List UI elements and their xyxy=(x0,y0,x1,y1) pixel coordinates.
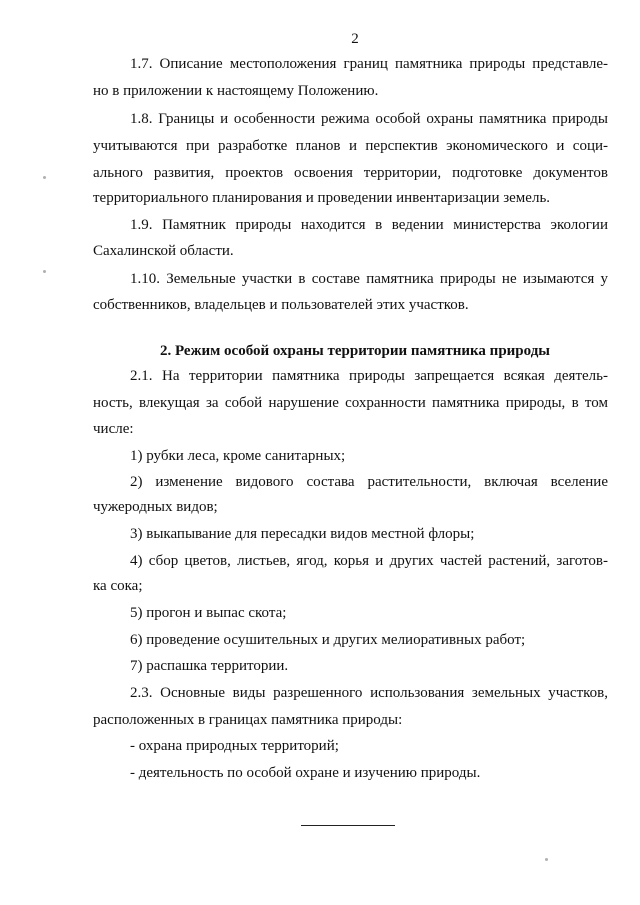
scan-speck xyxy=(43,176,46,179)
section-heading: 2. Режим особой охраны территории памятника природы xyxy=(159,343,551,359)
list-item-7: 7) распашка территории. xyxy=(130,658,289,674)
paragraph-1-9-line-1: 1.9. Памятник природы находится в ведении министерства экологии xyxy=(130,217,608,233)
paragraph-2-1-line-3: числе: xyxy=(93,421,134,437)
list-item-6: 6) проведение осушительных и других мелиоративных работ; xyxy=(130,632,526,648)
paragraph-2-1-line-1: 2.1. На территории памятника природы запрещается всякая деятель- xyxy=(130,368,608,384)
paragraph-2-3-line-2: расположенных в границах памятника природы: xyxy=(93,712,403,728)
paragraph-2-1-line-2: ность, влекущая за собой нарушение сохранности памятника природы, в том xyxy=(93,395,608,411)
paragraph-1-10-line-1: 1.10. Земельные участки в составе памятника природы не изымаются у xyxy=(130,271,608,287)
paragraph-1-10-line-2: собственников, владельцев и пользователей этих участков. xyxy=(93,297,469,313)
page-number: 2 xyxy=(351,31,359,47)
list-item-4-line-2: ка сока; xyxy=(93,578,143,594)
use-item-2: - деятельность по особой охране и изучению природы. xyxy=(130,765,481,781)
list-item-5: 5) прогон и выпас скота; xyxy=(130,605,287,621)
paragraph-1-8-line-2: учитываются при разработке планов и перспектив экономического и соци- xyxy=(93,138,608,154)
paragraph-1-7-line-2: но в приложении к настоящему Положению. xyxy=(93,83,379,99)
scan-speck xyxy=(545,858,548,861)
paragraph-1-8-line-3: ального развития, проектов освоения территории, подготовке документов xyxy=(93,165,608,181)
list-item-1: 1) рубки леса, кроме санитарных; xyxy=(130,448,346,464)
paragraph-1-7-line-1: 1.7. Описание местоположения границ памятника природы представле- xyxy=(130,56,608,72)
paragraph-1-8-line-1: 1.8. Границы и особенности режима особой охраны памятника природы xyxy=(130,111,608,127)
list-item-2-line-2: чужеродных видов; xyxy=(93,499,218,515)
list-item-4-line-1: 4) сбор цветов, листьев, ягод, корья и других частей растений, заготов- xyxy=(130,553,608,569)
scan-speck xyxy=(43,270,46,273)
paragraph-2-3-line-1: 2.3. Основные виды разрешенного использования земельных участков, xyxy=(130,685,608,701)
paragraph-1-8-line-4: территориального планирования и проведении инвентаризации земель. xyxy=(93,190,551,206)
list-item-2-line-1: 2) изменение видового состава растительности, включая вселение xyxy=(130,474,608,490)
use-item-1: - охрана природных территорий; xyxy=(130,738,339,754)
paragraph-1-9-line-2: Сахалинской области. xyxy=(93,243,234,259)
list-item-3: 3) выкапывание для пересадки видов местной флоры; xyxy=(130,526,475,542)
end-rule xyxy=(301,825,395,826)
